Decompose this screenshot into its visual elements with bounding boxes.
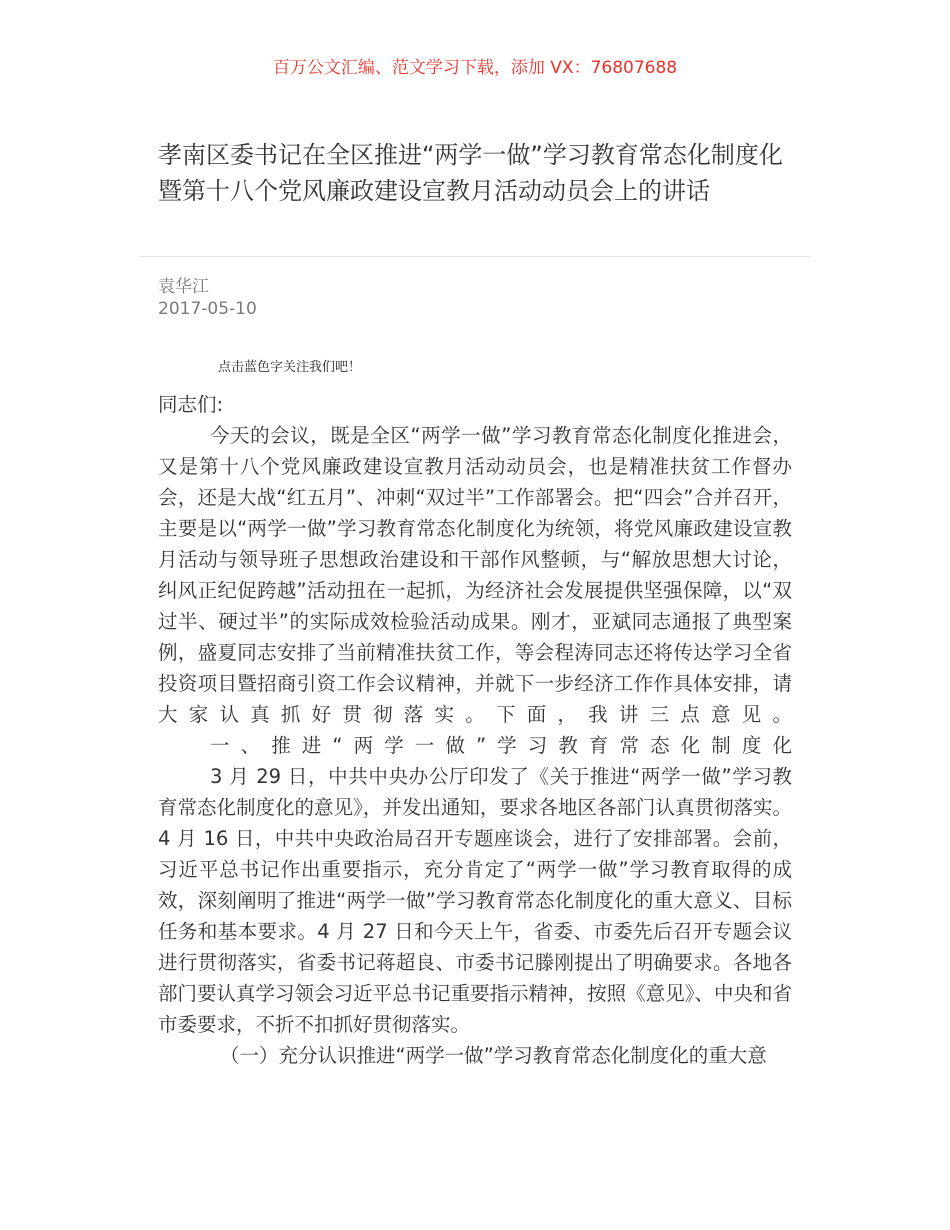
salutation: 同志们: [158, 393, 224, 416]
title-divider [140, 256, 810, 257]
article-body [158, 389, 792, 1071]
follow-hint: 点击蓝色字关注我们吧！ [218, 360, 362, 375]
paragraph-2: 3 月 29 日，中共中央办公厅印发了《关于推进“两学一做”学习教育常态化制度化的意见》，并发出通知，要求各地区各部门认真贯彻落实。4 月 16 日，中共中央政治局召开专题座谈会，进行了安排部署。会前，习近平总书记作出重要指示，充分肯定了“两学一做”学习教育取得的成效，深刻阐明了推进“两学一做”学习教育常态化制度化的重大意义、目标任务和基本要求。4 月 27 日和今天上午，省委、市委先后召开专题会议进行贯彻落实，省委书记蒋超良、市委书记滕刚提出了明确要求。各地各部门要认真学习领会习近平总书记重要指示精神，按照《意见》、中央和省市委要求，不折不扣抓好贯彻落实。 [158, 765, 792, 1036]
article-date: 2017-05-10 [158, 299, 257, 319]
paragraph-1: 今天的会议，既是全区“两学一做”学习教育常态化制度化推进会，又是第十八个党风廉政建设宣教月活动动员会，也是精准扶贫工作督办会，还是大战“红五月”、冲刺“双过半”工作部署会。把“四会”合并召开，主要是以“两学一做”学习教育常态化制度化为统领，将党风廉政建设宣教月活动与领导班子思想政治建设和干部作风整顿，与“解放思想大讨论，纠风正纪促跨越”活动扭在一起抓，为经济社会发展提供坚强保障，以“双过半、硬过半”的实际成效检验活动成果。刚才，亚斌同志通报了典型案例，盛夏同志安排了当前精准扶贫工作，等会程涛同志还将传达学习全省投资项目暨招商引资工作会议精神，并就下一步经济工作作具体安排，请大家认真抓好贯彻落实。下面，我讲三点意见。 [158, 424, 792, 726]
subsection-heading-1: （一）充分认识推进“两学一做”学习教育常态化制度化的重大意 [220, 1044, 767, 1067]
article-title: 孝南区委书记在全区推进“两学一做”学习教育常态化制度化暨第十八个党风廉政建设宣教月活动动员会上的讲话 [158, 141, 783, 205]
promo-banner: 百万公文汇编、范文学习下载，添加 VX：76807688 [272, 58, 678, 78]
article-author[interactable]: 袁华江 [158, 277, 209, 297]
section-heading-1: 一、推进“两学一做”学习教育常态化制度化 [210, 734, 792, 757]
